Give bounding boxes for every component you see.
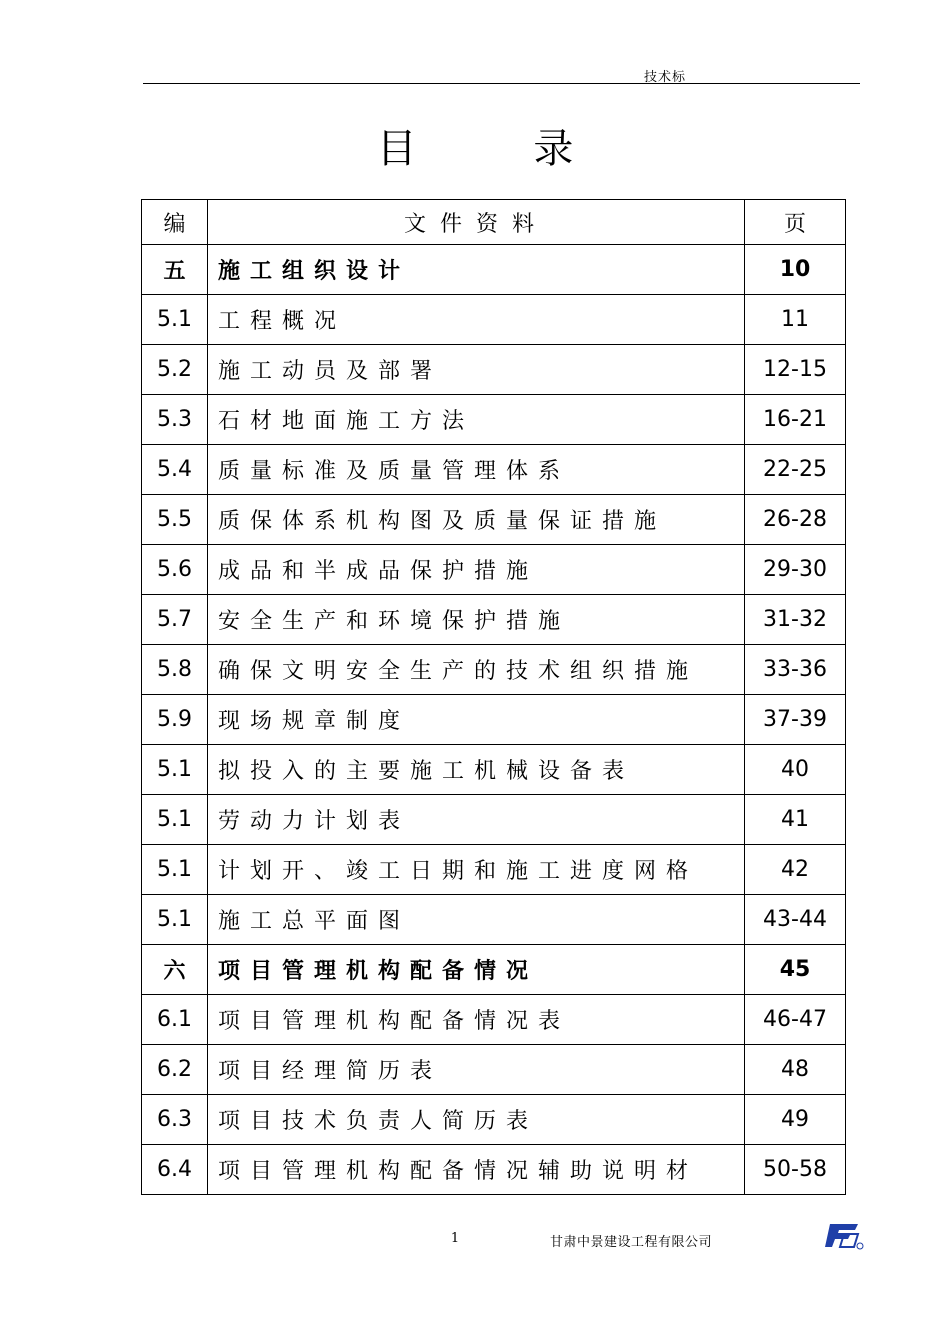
toc-row — [142, 1095, 846, 1145]
toc-row-number: 5.7 — [142, 595, 208, 645]
toc-row-page: 31-32 — [745, 595, 846, 645]
toc-row — [142, 995, 846, 1045]
toc-row-page: 29-30 — [745, 545, 846, 595]
toc-row — [142, 1045, 846, 1095]
toc-row-title: 质量标准及质量管理体系 — [208, 445, 745, 495]
toc-row-title: 施工总平面图 — [208, 895, 745, 945]
page-title: 目 录 — [376, 126, 626, 172]
toc-row-title: 工程概况 — [208, 295, 745, 345]
toc-row-title: 项目管理机构配备情况表 — [208, 995, 745, 1045]
toc-row-title: 拟投入的主要施工机械设备表 — [208, 745, 745, 795]
toc-row-page: 26-28 — [745, 495, 846, 545]
toc-row-number: 5.3 — [142, 395, 208, 445]
toc-row-title: 确保文明安全生产的技术组织措施 — [208, 645, 745, 695]
toc-row — [142, 795, 846, 845]
toc-row-page: 42 — [745, 845, 846, 895]
toc-row-number: 五 — [142, 245, 208, 295]
toc-table — [141, 199, 846, 1195]
toc-row-page: 43-44 — [745, 895, 846, 945]
toc-row-page: 12-15 — [745, 345, 846, 395]
toc-row-number: 6.1 — [142, 995, 208, 1045]
toc-row-title: 施工动员及部署 — [208, 345, 745, 395]
toc-row-page: 37-39 — [745, 695, 846, 745]
toc-row — [142, 395, 846, 445]
toc-row-title: 项目技术负责人简历表 — [208, 1095, 745, 1145]
toc-header-page: 页 — [745, 200, 846, 245]
toc-row — [142, 595, 846, 645]
toc-row-number: 5.1 — [142, 745, 208, 795]
toc-row — [142, 495, 846, 545]
toc-row-page: 40 — [745, 745, 846, 795]
toc-header-title: 文件资料 — [208, 200, 745, 245]
toc-row-number: 5.9 — [142, 695, 208, 745]
toc-row-page: 33-36 — [745, 645, 846, 695]
toc-row — [142, 895, 846, 945]
toc-row-number: 5.8 — [142, 645, 208, 695]
toc-row-page: 50-58 — [745, 1145, 846, 1195]
toc-row-page: 16-21 — [745, 395, 846, 445]
toc-row — [142, 1145, 846, 1195]
toc-row-number: 六 — [142, 945, 208, 995]
toc-row — [142, 695, 846, 745]
toc-row — [142, 295, 846, 345]
toc-row-number: 5.1 — [142, 295, 208, 345]
toc-row-title: 现场规章制度 — [208, 695, 745, 745]
toc-row-title: 成品和半成品保护措施 — [208, 545, 745, 595]
toc-row-title: 项目管理机构配备情况 — [208, 945, 745, 995]
toc-row-title: 石材地面施工方法 — [208, 395, 745, 445]
toc-row-number: 5.4 — [142, 445, 208, 495]
toc-row-page: 22-25 — [745, 445, 846, 495]
toc-row-title: 安全生产和环境保护措施 — [208, 595, 745, 645]
toc-row-number: 5.5 — [142, 495, 208, 545]
toc-row — [142, 345, 846, 395]
toc-row-number: 6.2 — [142, 1045, 208, 1095]
toc-row-title: 项目经理简历表 — [208, 1045, 745, 1095]
footer-page-number: 1 — [450, 1231, 460, 1246]
toc-header-row — [142, 200, 846, 245]
toc-row-title: 劳动力计划表 — [208, 795, 745, 845]
toc-header-num: 编 — [142, 200, 208, 245]
toc-row-page: 46-47 — [745, 995, 846, 1045]
toc-row-page: 10 — [745, 245, 846, 295]
toc-row-page: 45 — [745, 945, 846, 995]
toc-row — [142, 945, 846, 995]
header-text: 技术标 — [643, 70, 686, 85]
toc-row-page: 11 — [745, 295, 846, 345]
toc-row — [142, 845, 846, 895]
toc-row — [142, 745, 846, 795]
toc-row — [142, 445, 846, 495]
toc-row-title: 质保体系机构图及质量保证措施 — [208, 495, 745, 545]
toc-row — [142, 645, 846, 695]
toc-row-number: 5.1 — [142, 845, 208, 895]
header-rule — [143, 83, 860, 84]
toc-row-title: 计划开、竣工日期和施工进度网格 — [208, 845, 745, 895]
toc-row-title: 项目管理机构配备情况辅助说明材 — [208, 1145, 745, 1195]
toc-row-page: 48 — [745, 1045, 846, 1095]
toc-row-number: 5.1 — [142, 895, 208, 945]
toc-row-number: 6.4 — [142, 1145, 208, 1195]
toc-row-number: 5.1 — [142, 795, 208, 845]
toc-row — [142, 245, 846, 295]
toc-row-number: 5.6 — [142, 545, 208, 595]
toc-row-page: 49 — [745, 1095, 846, 1145]
toc-row-number: 6.3 — [142, 1095, 208, 1145]
toc-row — [142, 545, 846, 595]
footer-company-name: 甘肃中景建设工程有限公司 — [550, 1235, 713, 1250]
toc-row-page: 41 — [745, 795, 846, 845]
toc-row-number: 5.2 — [142, 345, 208, 395]
toc-row-title: 施工组织设计 — [208, 245, 745, 295]
company-logo-icon — [824, 1222, 864, 1250]
